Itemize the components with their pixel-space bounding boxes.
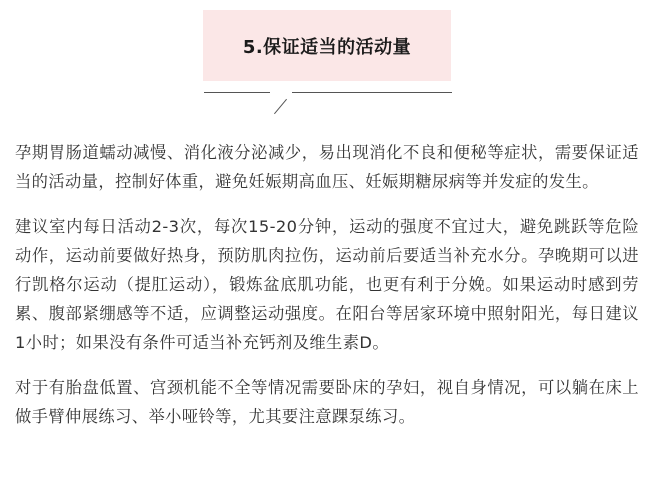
paragraph-digestion: 孕期胃肠道蠕动减慢、消化液分泌减少，易出现消化不良和便秘等症状，需要保证适当的活动量，控制好体重，避免妊娠期高血压、妊娠期糖尿病等并发症的发生。 bbox=[15, 143, 639, 191]
paragraph-exercise-advice: 建议室内每日活动2-3次，每次15-20分钟，运动的强度不宜过大，避免跳跃等危险动作，运动前要做好热身，预防肌肉拉伤，运动前后要适当补充水分。孕晚期可以进行凯格尔运动（提肛运动），锻炼盆底肌功能，也更有利于分娩。如果运动时感到劳累、腹部紧绷感等不适，应调整运动强度。在阳台等居家环境中照射阳光，每日建议1小时；如果没有条件可适当补充钙剂及维生素D。 bbox=[15, 217, 639, 352]
paragraph-bedrest-exercise: 对于有胎盘低置、宫颈机能不全等情况需要卧床的孕妇，视自身情况，可以躺在床上做手臂伸展练习、举小哑铃等，尤其要注意踝泵练习。 bbox=[15, 378, 639, 426]
divider-line-left bbox=[204, 92, 270, 93]
divider-slash bbox=[274, 99, 287, 114]
section-title: 5.保证适当的活动量 bbox=[242, 36, 412, 58]
divider-line-right bbox=[292, 92, 452, 93]
section-heading-box bbox=[203, 10, 451, 81]
article-body bbox=[15, 138, 639, 431]
